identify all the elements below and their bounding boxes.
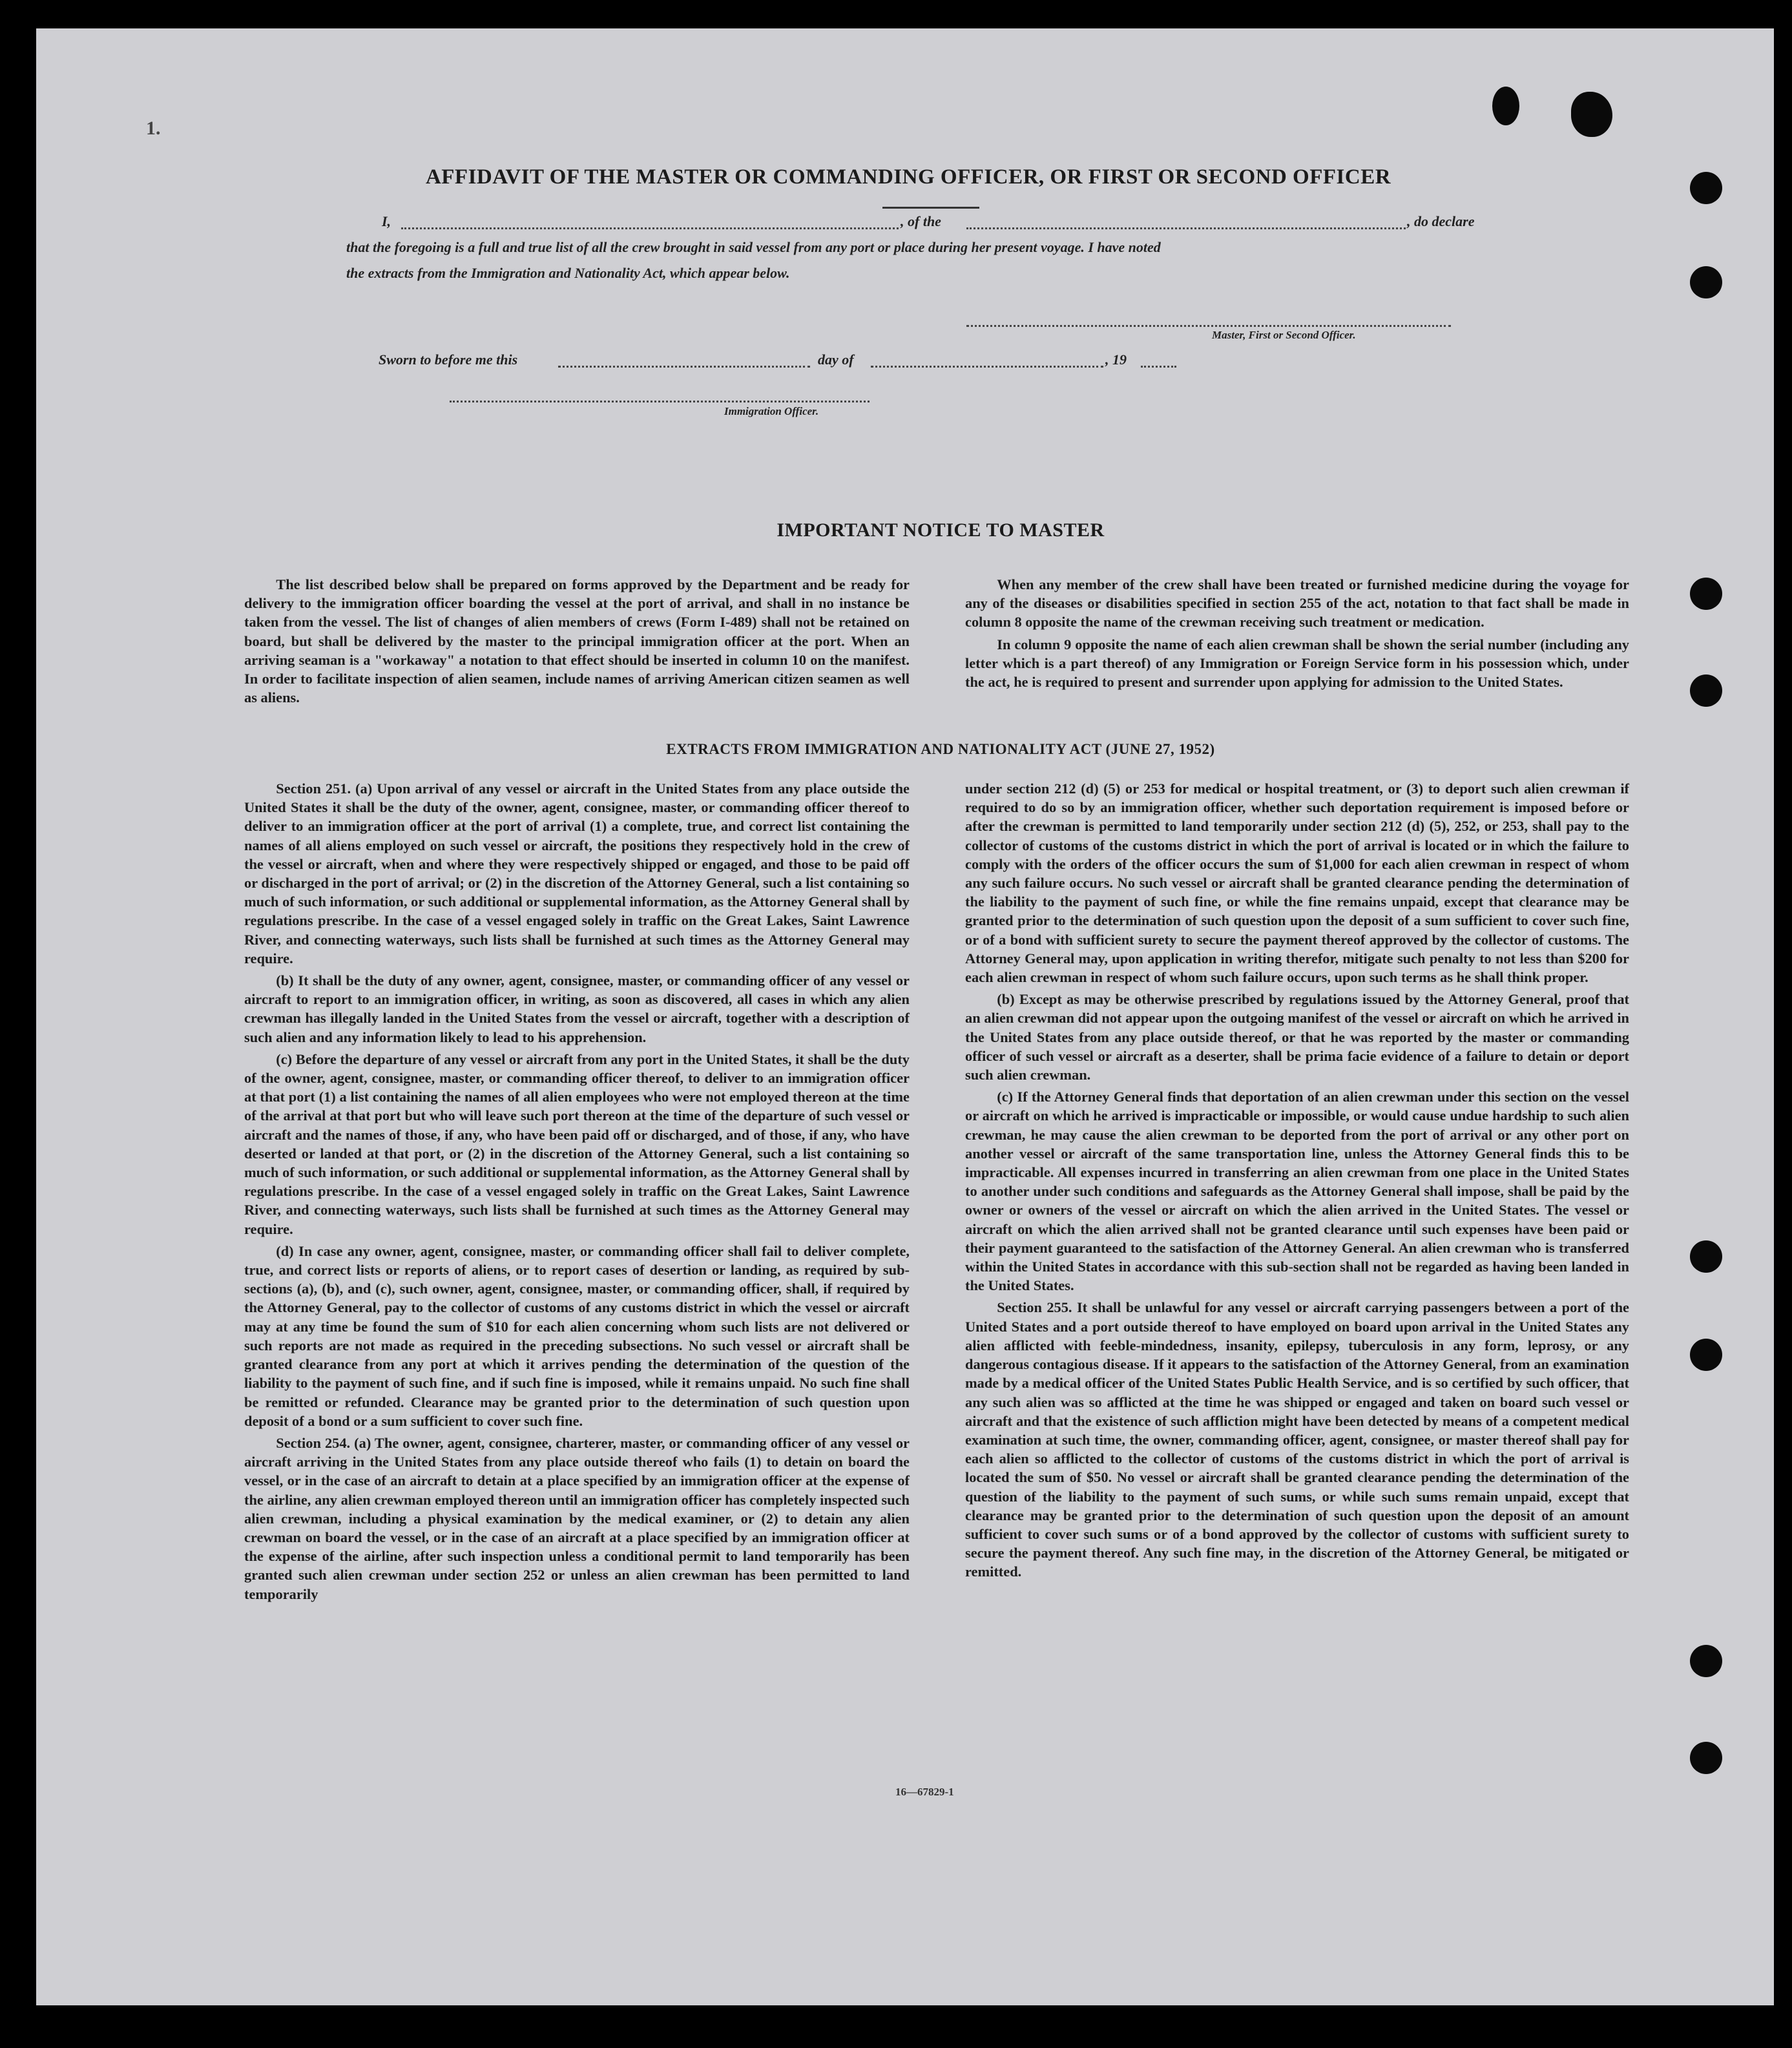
punch-hole — [1690, 172, 1722, 204]
punch-hole — [1690, 1742, 1722, 1774]
section-251c: (c) Before the departure of any vessel or aircraft from any port in the United States, it shall be the duty of the owner, agent, consignee, master, or commanding officer thereof, to deliver to an immigration officer at that port (1) a list containing the names of all alien employees who were not employed thereon at the time of the arrival at that port but who will leave such port thereon at the time of the departure of such vessel or aircraft and the names of those, if any, who have been paid off or discharged, and of those, if any, who have deserted or landed at that port, or (2) in the discretion of the Attorney General, such a list containing so much of such information, or such additional or supplemental information, as the Attorney General shall by regulations prescribe. In the case of a vessel engaged solely in traffic on the Great Lakes, Saint Lawrence River, and connecting waterways, such lists shall be furnished at such times as the Attorney General may require. — [244, 1050, 910, 1237]
sworn-day-field — [558, 366, 810, 368]
extracts-title: EXTRACTS FROM IMMIGRATION AND NATIONALITY ACT (JUNE 27, 1952) — [666, 741, 1215, 757]
punch-hole — [1690, 578, 1722, 610]
extracts-left-column — [244, 779, 910, 1604]
affidavit-statement-line1: that the foregoing is a full and true list of all the crew brought in said vessel from any port or place during her present voyage. I have noted — [346, 239, 1161, 255]
title-divider — [882, 207, 979, 209]
ink-blot — [1571, 92, 1612, 137]
declarant-name-field — [401, 227, 899, 229]
day-of-label: day of — [818, 351, 854, 368]
notice-paragraph: When any member of the crew shall have been treated or furnished medicine during the voyage for any of the diseases or disabilities specified in section 255 of the act, notation to that fact shall be made in column 8 opposite the name of the crewman receiving such treatment or medication. — [965, 576, 1629, 631]
page-mark: 1. — [146, 118, 161, 139]
sworn-year-field — [1141, 366, 1176, 368]
sworn-label: Sworn to before me this — [379, 351, 518, 368]
section-255: Section 255. It shall be unlawful for any vessel or aircraft carrying passengers between a port of the United States and a port outside thereof to have employed on board upon arrival in the United States any alien afflicted with feeble-mindedness, insanity, epilepsy, tuberculosis in any form, leprosy, or any dangerous contagious disease. If it appears to the satisfaction of the Attorney General, from an examination made by a medical officer of the United States Public Health Service, and is so certified by such officer, that any such alien was so afflicted at the time he was shipped or engaged and taken on board such vessel or aircraft and that the existence of such affliction might have been detected by means of a competent medical examination at such time, the owner, commanding officer, agent, consignee, or master thereof shall pay for each alien so afflicted to the collector of customs of the customs district in which the port of arrival is located the sum of $50. No vessel or aircraft shall be granted clearance pending the determination of the question of the liability to the payment of such sums, or while such sums remain unpaid, except that clearance may be granted prior to the determination of such question upon the deposit of an amount sufficient to cover such sums or of a bond approved by the collector of customs with sufficient surety to secure the payment thereof. Any such fine may, in the discretion of the Attorney General, be mitigated or remitted. — [965, 1299, 1629, 1580]
punch-hole — [1690, 674, 1722, 707]
section-254a: Section 254. (a) The owner, agent, consignee, charterer, master, or commanding officer of any vessel or aircraft arriving in the United States from any place outside thereof who fails (1) to detain on board the vessel, or in the case of an aircraft to detain at a place specified by an immigration officer at the expense of the airline, any alien crewman employed thereon until an immigration officer has completely inspected such alien crewman, including a physical examination by the medical examiner, or (2) to detain any alien crewman on board the vessel, or in the case of an aircraft at a place specified by an immigration officer at the expense of the airline, after such inspection unless a conditional permit to land temporarily has been granted such alien crewman under section 252 or unless an alien crewman has been permitted to land temporarily — [244, 1434, 910, 1602]
master-signature-line — [966, 325, 1451, 327]
officer-signature-label: Immigration Officer. — [724, 405, 819, 417]
notice-paragraph: In column 9 opposite the name of each alien crewman shall be shown the serial number (including any letter which is a part thereof) of any Immigration or Foreign Service form in his possession which, under the act, he is required to present and surrender upon applying for admission to the United States. — [965, 636, 1629, 691]
section-254c: (c) If the Attorney General finds that deportation of an alien crewman under this section on the vessel or aircraft on which he arrived is impracticable or impossible, or would cause undue hardship to such alien crewman, he may cause the alien crewman to be deported from the port of arrival or any other port on another vessel or aircraft of the same transportation line, unless the Attorney General finds this to be impracticable. All expenses incurred in transferring an alien crewman from one place in the United States to another under such conditions and safeguards as the Attorney General shall impose, shall be paid by the owner or owners of the vessel or aircraft on which the alien arrived in the United States. The vessel or aircraft on which the alien arrived shall not be granted clearance until such expenses have been paid or their payment guaranteed to the satisfaction of the Attorney General. An alien crewman who is transferred within the United States in accordance with this sub-section shall not be regarded as having been landed in the United States. — [965, 1089, 1629, 1294]
punch-hole — [1690, 1339, 1722, 1371]
vessel-name-field — [966, 227, 1406, 229]
year-label: , 19 — [1105, 351, 1127, 368]
section-254a-continued: under section 212 (d) (5) or 253 for medical or hospital treatment, or (3) to deport such alien crewman if required to do so by an immigration officer, whether such deportation requirement is imposed before or after the crewman is permitted to land temporarily under section 212 (d) (5), 252, or 253, shall pay to the collector of customs of the customs district in which the port of arrival is located or in which the failure to comply with the orders of the officer occurs the sum of $1,000 for each alien crewman in respect of whom any such failure occurs. No such vessel or aircraft shall be granted clearance pending the determination of the liability to the payment of such fine, or while the fine remains unpaid, except that clearance may be granted prior to the determination of such question upon the deposit of a sum sufficient to cover such fine, or of a bond with sufficient surety to secure the payment thereof approved by the collector of customs. The Attorney General may, upon application in writing therefor, mitigate such penalty to not less than $200 for each alien crewman in respect of whom such failure occurs, upon such terms as he shall think proper. — [965, 780, 1629, 986]
document-page — [36, 28, 1774, 2005]
affidavit-title: AFFIDAVIT OF THE MASTER OR COMMANDING OFFICER, OR FIRST OR SECOND OFFICER — [425, 165, 1391, 189]
punch-hole — [1690, 1240, 1722, 1273]
notice-right-column — [965, 575, 1629, 691]
section-251d: (d) In case any owner, agent, consignee, master, or commanding officer shall fail to deliver complete, true, and correct lists or reports of aliens, or to report cases of desertion or landing, as required by sub-sections (a), (b), and (c), such owner, agent, consignee, master, or commanding officer, shall, if required by the Attorney General, pay to the collector of customs of any customs district in which the vessel or aircraft may at any time be found the sum of $10 for each alien concerning whom such lists are not delivered or such reports are not made as required in the preceding subsections. No such vessel or aircraft shall be granted clearance from any port at which it arrives pending the determination of the question of the liability to the payment of such fine, and if such fine is imposed, while it remains unpaid. No such fine shall be remitted or refunded. Clearance may be granted prior to the determination of such question upon deposit of a bond or a sum sufficient to cover such fine. — [244, 1242, 910, 1429]
form-number: 16—67829-1 — [895, 1786, 954, 1798]
notice-title: IMPORTANT NOTICE TO MASTER — [776, 519, 1105, 541]
affidavit-statement-line2: the extracts from the Immigration and Nationality Act, which appear below. — [346, 265, 790, 281]
notice-paragraph: The list described below shall be prepared on forms approved by the Department and be ready for delivery to the immigration officer boarding the vessel at the port of arrival, and shall in no instance be taken from the vessel. The list of changes of alien members of crews (Form I-489) shall not be retained on board, but shall be delivered by the master to the principal immigration officer at the port. When an arriving seaman is a "workaway" a notation to that effect should be inserted in column 10 on the manifest. In order to facilitate inspection of alien seamen, include names of arriving American citizen seamen as well as aliens. — [244, 576, 910, 706]
section-251b: (b) It shall be the duty of any owner, agent, consignee, master, or commanding officer of any vessel or aircraft to report to an immigration officer, in writing, as soon as discovered, all cases in which any alien crewman has illegally landed in the United States from the vessel or aircraft, together with a description of such alien and any information likely to lead to his apprehension. — [244, 972, 910, 1045]
sworn-month-field — [871, 366, 1103, 368]
punch-hole — [1690, 1645, 1722, 1677]
extracts-right-column — [965, 779, 1629, 1582]
declarant-label: I, — [382, 213, 391, 229]
punch-hole — [1690, 266, 1722, 298]
ink-blot — [1492, 87, 1519, 125]
section-254b: (b) Except as may be otherwise prescribed by regulations issued by the Attorney General, proof that an alien crewman did not appear upon the outgoing manifest of the vessel or aircraft on which he arrived in the United States from any place outside thereof, or that he was reported by the master or commanding officer of such vessel or aircraft as a deserter, shall be prima facie evidence of a failure to detain or deport such alien crewman. — [965, 991, 1629, 1083]
vessel-label: , of the — [901, 213, 941, 229]
officer-signature-line — [450, 401, 870, 402]
master-signature-label: Master, First or Second Officer. — [1212, 329, 1356, 341]
declare-label: , do declare — [1407, 213, 1475, 229]
notice-left-column — [244, 575, 910, 707]
section-251a: Section 251. (a) Upon arrival of any vessel or aircraft in the United States from any place outside the United States it shall be the duty of the owner, agent, consignee, master, or commanding officer thereof to deliver to an immigration officer at the port of arrival (1) a complete, true, and correct list containing the names of all aliens employed on such vessel or aircraft, the positions they respectively hold in the crew of the vessel or aircraft, when and where they were respectively shipped or engaged, and those to be paid off or discharged in the port of arrival; or (2) in the discretion of the Attorney General, such a list containing so much of such information, or such additional or supplemental information, as the Attorney General shall by regulations prescribe. In the case of a vessel engaged solely in traffic on the Great Lakes, Saint Lawrence River, and connecting waterways, such lists shall be furnished at such times as the Attorney General may require. — [244, 780, 910, 967]
